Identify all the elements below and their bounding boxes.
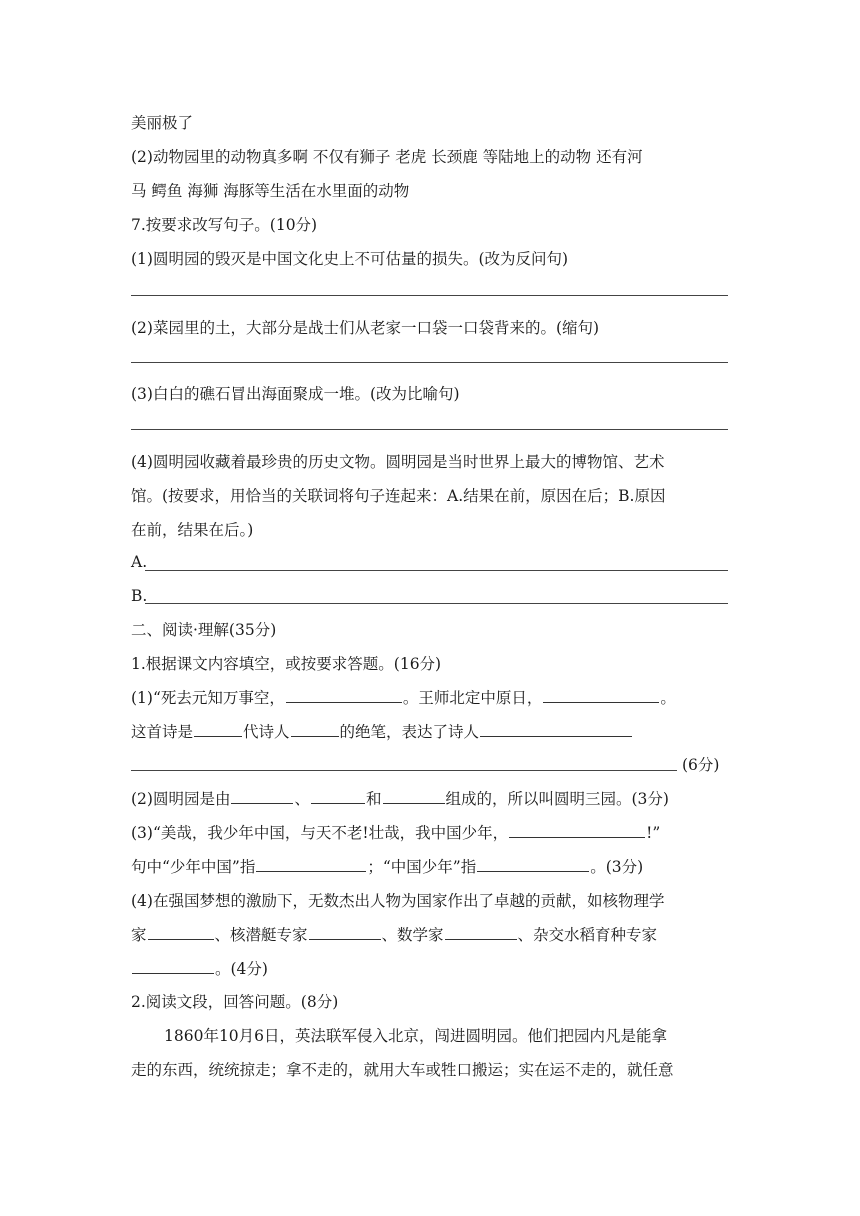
answer-line[interactable] [131,770,677,771]
fill-blank-line: 。(4分) [131,959,731,979]
score-label: (6分) [682,756,720,774]
blank[interactable] [477,857,589,872]
blank[interactable] [509,823,645,838]
blank[interactable] [231,789,293,804]
text-line: 在前，结果在后。) [131,521,254,539]
blank[interactable] [132,959,214,974]
blank[interactable] [383,789,445,804]
text-line: (4)在强国梦想的激励下，无数杰出人物为国家作出了卓越的贡献，如核物理学 [131,892,665,910]
blank[interactable] [256,857,366,872]
passage-paragraph: 走的东西，统统掠走；拿不走的，就用大车或牲口搬运；实在运不走的，就任意 [131,1061,674,1079]
fill-blank-line: 句中“少年中国”指 ；“中国少年”指 。(3分) [131,858,644,876]
blank[interactable] [480,722,632,737]
blank[interactable] [543,688,659,703]
blank[interactable] [286,688,402,703]
fill-blank-line: (1)“死去元知万事空， 。王师北定中原日， 。 [131,689,676,707]
fill-blank-line: 家 、核潜艇专家 、数学家 、杂交水稻育种专家 [131,926,658,944]
question-7-2: (2)菜园里的土，大部分是战士们从老家一口袋一口袋背来的。(缩句) [131,319,600,337]
section-2-title: 二、阅读·理解(35分) [131,621,277,639]
answer-line-b[interactable] [145,603,728,604]
question-1-title: 1.根据课文内容填空，或按要求答题。(16分) [131,655,442,673]
answer-line[interactable] [131,362,728,363]
question-2-title: 2.阅读文段，回答问题。(8分) [131,993,339,1011]
answer-a-label: A. [131,553,148,571]
fill-blank-line: 这首诗是 代诗人 的绝笔，表达了诗人 [131,722,731,742]
question-7-title: 7.按要求改写句子。(10分) [131,216,318,234]
passage-paragraph: 1860年10月6日，英法联军侵入北京，闯进圆明园。他们把园内凡是能拿 [164,1027,668,1045]
punctuation-question-2: (2)动物园里的动物真多啊 不仅有狮子 老虎 长颈鹿 等陆地上的动物 还有河 [131,148,643,166]
blank[interactable] [311,789,365,804]
text-line: 马 鳄鱼 海狮 海豚等生活在水里面的动物 [131,182,410,200]
text-line: 美丽极了 [131,114,194,132]
blank[interactable] [148,925,214,940]
blank[interactable] [445,925,517,940]
answer-line[interactable] [131,295,728,296]
answer-line-a[interactable] [145,570,728,571]
answer-line[interactable] [131,429,728,430]
question-7-1: (1)圆明园的毁灭是中国文化史上不可估量的损失。(改为反问句) [131,250,569,268]
question-7-4: (4)圆明园收藏着最珍贵的历史文物。圆明园是当时世界上最大的博物馆、艺术 [131,453,665,471]
fill-blank-line: (3)“美哉，我少年中国，与天不老!壮哉，我中国少年， !” [131,824,661,842]
blank[interactable] [194,722,242,737]
fill-blank-line: (2)圆明园是由 、 和 组成的，所以叫圆明三园。(3分) [131,790,669,808]
blank[interactable] [291,722,339,737]
text-line: 馆。(按要求，用恰当的关联词将句子连起来：A.结果在前，原因在后；B.原因 [131,487,666,505]
question-7-3: (3)白白的礁石冒出海面聚成一堆。(改为比喻句) [131,385,460,403]
answer-b-label: B. [131,587,148,605]
blank[interactable] [309,925,381,940]
